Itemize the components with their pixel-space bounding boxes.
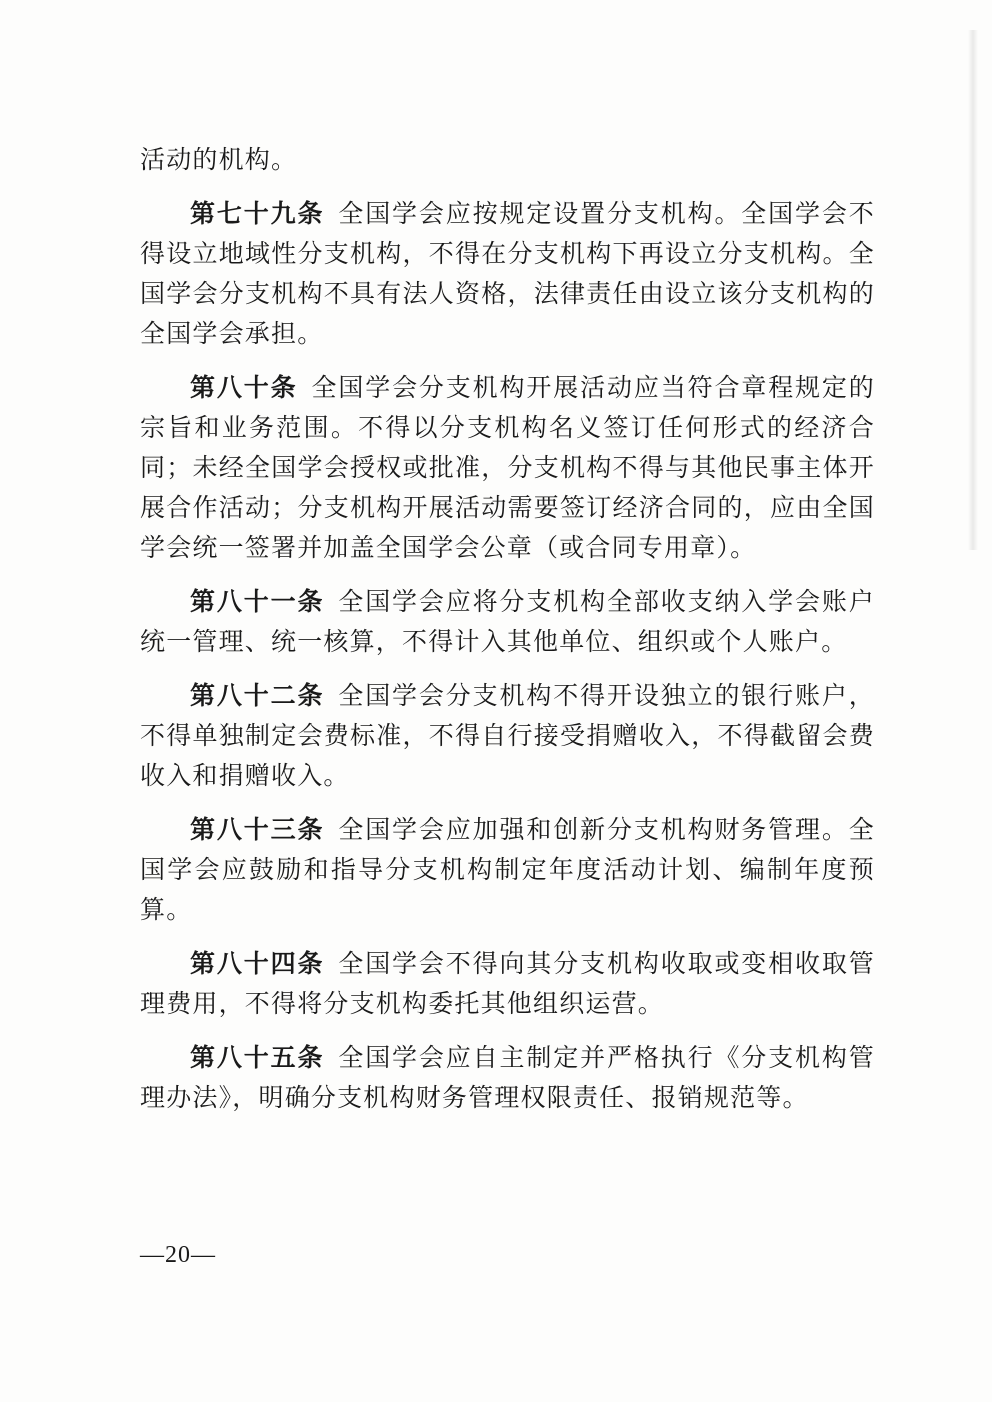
paragraph-text: 活动的机构。 xyxy=(140,145,298,174)
article-80 xyxy=(140,368,875,568)
article-number: 第八十一条 xyxy=(190,587,325,616)
article-number: 第八十二条 xyxy=(190,681,325,710)
article-text: 全国学会不得向其分支机构收取或变相收取管理费用，不得将分支机构委托其他组织运营。 xyxy=(140,949,875,1018)
document-body xyxy=(140,140,875,1132)
article-text: 全国学会应按规定设置分支机构。全国学会不得设立地域性分支机构，不得在分支机构下再设立分支机构。全国学会分支机构不具有法人资格，法律责任由设立该分支机构的全国学会承担。 xyxy=(140,199,875,348)
article-85 xyxy=(140,1038,875,1118)
paragraph-continuation xyxy=(140,140,875,180)
article-text: 全国学会分支机构开展活动应当符合章程规定的宗旨和业务范围。不得以分支机构名义签订任何形式的经济合同；未经全国学会授权或批准，分支机构不得与其他民事主体开展合作活动；分支机构开展活动需要签订经济合同的，应由全国学会统一签署并加盖全国学会公章（或合同专用章）。 xyxy=(140,373,875,562)
article-text: 全国学会应自主制定并严格执行《分支机构管理办法》，明确分支机构财务管理权限责任、报销规范等。 xyxy=(140,1043,875,1112)
article-82 xyxy=(140,676,875,796)
article-number: 第八十三条 xyxy=(190,815,325,844)
page-number: —20— xyxy=(140,1242,216,1268)
article-number: 第八十五条 xyxy=(190,1043,325,1072)
article-text: 全国学会分支机构不得开设独立的银行账户，不得单独制定会费标准，不得自行接受捐赠收入，不得截留会费收入和捐赠收入。 xyxy=(140,681,875,790)
article-83 xyxy=(140,810,875,930)
article-number: 第八十四条 xyxy=(190,949,325,978)
article-79 xyxy=(140,194,875,354)
article-number: 第八十条 xyxy=(190,373,298,402)
article-84 xyxy=(140,944,875,1024)
article-text: 全国学会应加强和创新分支机构财务管理。全国学会应鼓励和指导分支机构制定年度活动计划、编制年度预算。 xyxy=(140,815,875,924)
article-number: 第七十九条 xyxy=(190,199,325,228)
article-text: 全国学会应将分支机构全部收支纳入学会账户统一管理、统一核算，不得计入其他单位、组织或个人账户。 xyxy=(140,587,875,656)
article-81 xyxy=(140,582,875,662)
scan-fold-shadow xyxy=(968,30,978,550)
